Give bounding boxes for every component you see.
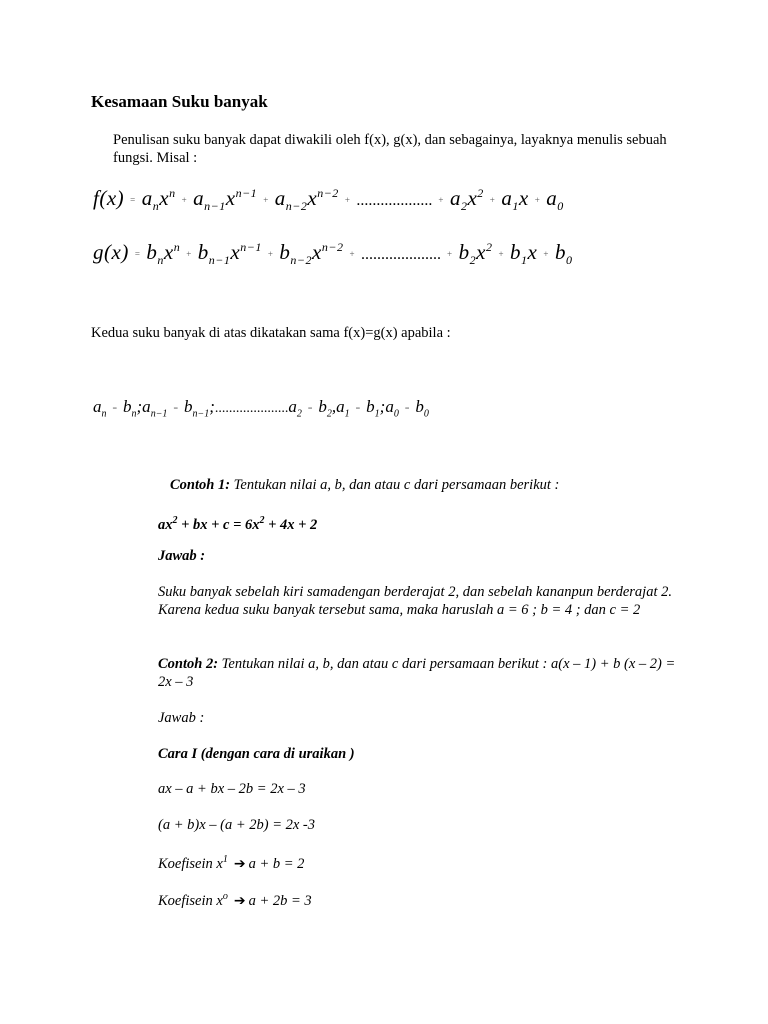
example1-label: Contoh 1: (170, 477, 231, 493)
intro-paragraph: Penulisan suku banyak dapat diwakili oleh f(x), g(x), dan sebagainya, layaknya menulis sebuah fungsi. Misal : (113, 132, 667, 166)
example2-step1: ax – a + bx – 2b = 2x – 3 (158, 781, 306, 797)
koef0-result: a + 2b = 3 (248, 892, 312, 909)
formula-f-dots: ................... (356, 192, 433, 209)
koef0-label: Koefisein x (158, 892, 223, 909)
example1-equation (158, 512, 317, 534)
formula-f-lhs: f(x) (93, 186, 125, 210)
coefficient-x0-line (158, 888, 312, 910)
arrow-right-icon: ➔ (233, 855, 246, 872)
example1-eq-sup1: 2 (172, 515, 178, 526)
example1-eq-sup2: 2 (259, 515, 265, 526)
example2-step2: (a + b)x – (a + 2b) = 2x -3 (158, 817, 315, 833)
example2-jawab: Jawab : (158, 710, 205, 726)
example1-eq-part1: ax (158, 516, 173, 533)
formula-g-dots: .................... (361, 246, 442, 263)
arrow-right-icon: ➔ (233, 892, 246, 909)
example1-eq-part3: + 4x + 2 (264, 516, 318, 533)
equality-statement: Kedua suku banyak di atas dikatakan sama f(x)=g(x) apabila : (91, 325, 451, 341)
koef1-sup: 1 (222, 854, 228, 865)
page-title: Kesamaan Suku banyak (91, 92, 268, 111)
example2-label: Contoh 2: (158, 656, 219, 672)
equality-conditions: $a_n=$ $b_n;a_{n-1}=$ $b_{n-1};.....................a_2= b_2,a_1=$ $b_1;a_0= b_0$ (93, 397, 429, 420)
koef0-sup: o (222, 891, 228, 902)
formula-g-lhs: g(x) (93, 240, 129, 264)
koef1-label: Koefisein x (158, 855, 223, 872)
formula-f: $f(x) = a_nx^n+ a_{n-1}x^{n-1}+ a_{n-2}x^{n-2}+$ ................... + $a_2x^2+ a_1x + a_0$ (93, 186, 564, 214)
example1-title (170, 476, 559, 494)
coefficient-x1-line (158, 851, 304, 873)
equality-dots: ..................... (214, 401, 289, 416)
example2-question: Tentukan nilai a, b, dan atau c dari persamaan berikut : a(x – 1) + b (x – 2) = 2x – 3 (158, 656, 676, 690)
example1-question: Tentukan nilai a, b, dan atau c dari persamaan berikut : (230, 477, 560, 493)
example1-jawab: Jawab : (158, 548, 206, 564)
example1-answer: Suku banyak sebelah kiri samadengan berderajat 2, dan sebelah kananpun berderajat 2. Karena kedua suku banyak tersebut sama, maka haruslah a = 6 ; b = 4 ; dan c = 2 (158, 584, 672, 618)
example2-title (158, 655, 680, 691)
koef1-result: a + b = 2 (248, 855, 305, 872)
formula-g: $g(x) = b_nx^n+ b_{n-1}x^{n-1}+ b_{n-2}x^{n-2}+$ .................... + $b_2x^2+ b_1x + b_0$ (93, 240, 573, 268)
example1-eq-part2: + bx + c = 6x (177, 516, 260, 533)
example2-method-title: Cara I (dengan cara di uraikan ) (158, 746, 355, 762)
